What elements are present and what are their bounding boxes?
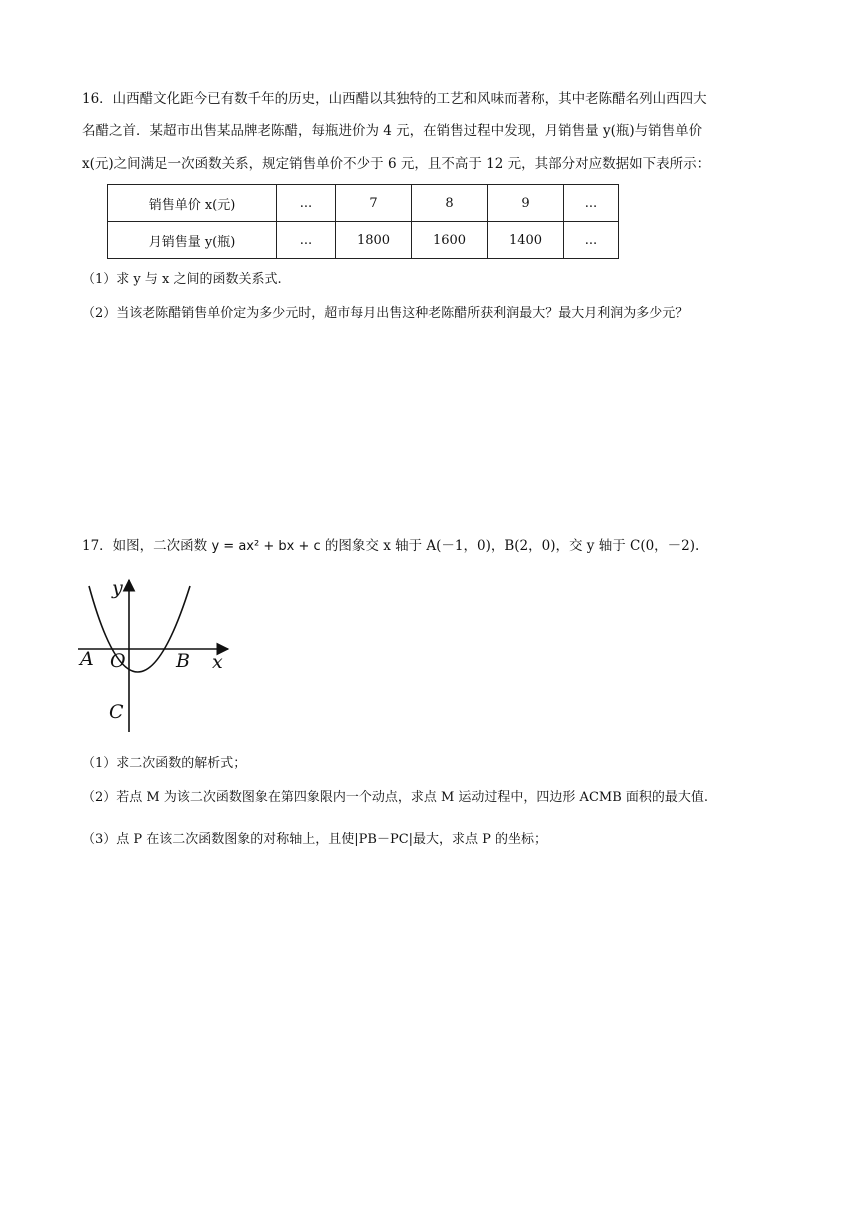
table-cell: 1800 xyxy=(336,222,412,259)
q17-subquestion-1: （1）求二次函数的解析式； xyxy=(82,756,247,771)
label-x: x xyxy=(212,651,223,673)
label-y: y xyxy=(112,577,123,599)
q16-line-1: 16．山西醋文化距今已有数千年的历史，山西醋以其独特的工艺和风味而著称，其中老陈醋名列山西四大 xyxy=(82,91,707,107)
table-cell: 7 xyxy=(336,185,412,222)
table-cell: ... xyxy=(564,185,619,222)
table-cell: 销售单价 x(元) xyxy=(108,185,277,222)
table-cell: ... xyxy=(277,185,336,222)
q16-line-2: 名醋之首．某超市出售某品牌老陈醋，每瓶进价为 4 元，在销售过程中发现，月销售量 y(瓶)与销售单价 xyxy=(82,123,703,139)
q16-subquestion-2: （2）当该老陈醋销售单价定为多少元时，超市每月出售这种老陈醋所获利润最大？最大月利润为多少元？ xyxy=(82,306,689,321)
q17-subquestion-3: （3）点 P 在该二次函数图象的对称轴上，且使|PB－PC|最大，求点 P 的坐标； xyxy=(82,832,548,847)
table-cell: ... xyxy=(277,222,336,259)
label-c: C xyxy=(109,701,124,723)
table-cell: 1600 xyxy=(412,222,488,259)
price-sales-table xyxy=(107,184,619,259)
table-cell: 月销售量 y(瓶) xyxy=(108,222,277,259)
label-o: O xyxy=(110,650,126,672)
q17-text-a: 17．如图，二次函数 xyxy=(82,538,212,554)
table-cell: 8 xyxy=(412,185,488,222)
q17-equation: y = ax² + bx + c xyxy=(211,539,321,554)
q16-subquestion-1: （1）求 y 与 x 之间的函数关系式. xyxy=(82,272,282,287)
q16-line-3: x(元)之间满足一次函数关系，规定销售单价不少于 6 元，且不高于 12 元，其部分对应数据如下表所示： xyxy=(82,156,711,172)
parabola-curve xyxy=(89,586,190,672)
q17-text-b: 的图象交 x 轴于 A(－1，0)，B(2，0)，交 y 轴于 C(0，－2). xyxy=(320,538,700,554)
table-cell: 9 xyxy=(488,185,564,222)
label-a: A xyxy=(80,648,94,670)
table-row xyxy=(108,222,619,259)
table-row xyxy=(108,185,619,222)
q17-line-1 xyxy=(82,537,699,556)
label-b: B xyxy=(176,650,190,672)
table-cell: ... xyxy=(564,222,619,259)
parabola-graph xyxy=(76,572,236,737)
table-cell: 1400 xyxy=(488,222,564,259)
q17-subquestion-2: （2）若点 M 为该二次函数图象在第四象限内一个动点，求点 M 运动过程中，四边形 ACMB 面积的最大值. xyxy=(82,790,709,805)
